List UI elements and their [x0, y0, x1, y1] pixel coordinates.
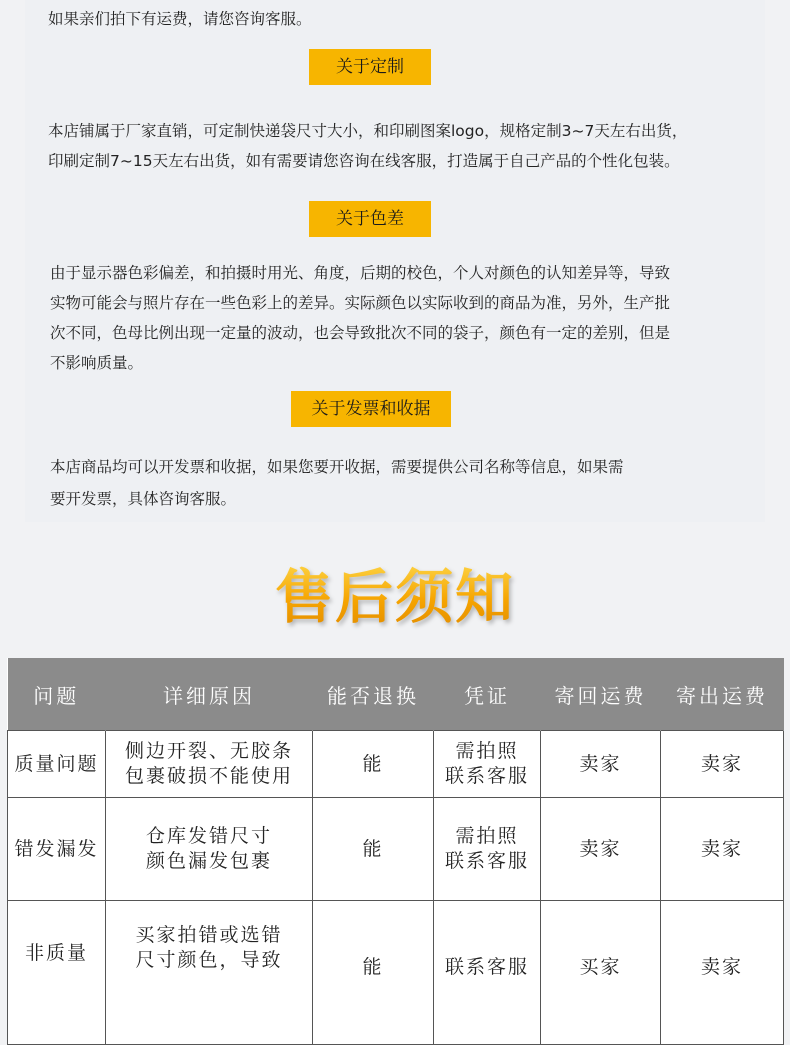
header-issue: 问题 [8, 658, 106, 731]
cell-returnable [313, 901, 434, 1045]
header-reason: 详细原因 [106, 658, 313, 731]
reason-line: 包裹破损不能使用 [124, 765, 293, 787]
reason-line: 尺寸颜色，导致 [135, 949, 283, 971]
header-return-fee: 寄回运费 [541, 658, 661, 731]
table-row [8, 731, 784, 798]
table-header-row [8, 658, 784, 731]
fee-line: 卖家 [700, 956, 743, 978]
cell-send-fee: 卖家 [661, 798, 784, 901]
custom-line-2: 印刷定制7~15天左右出货，如有需要请您咨询在线客服，打造属于自己产品的个性化包装。 [48, 152, 680, 170]
cell-proof [434, 798, 541, 901]
reason-line: 颜色漏发包裹 [145, 850, 272, 872]
color-tag: 关于色差 [309, 201, 431, 237]
cell-returnable: 能 [313, 731, 434, 798]
invoice-line-1: 本店商品均可以开发票和收据，如果您要开收据，需要提供公司名称等信息，如果需 [50, 458, 624, 476]
custom-tag: 关于定制 [309, 49, 431, 85]
cell-reason [106, 798, 313, 901]
reason-line: 侧边开裂、无胶条 [124, 740, 293, 762]
cell-issue: 质量问题 [8, 731, 106, 798]
header-proof: 凭证 [434, 658, 541, 731]
color-line-3: 次不同，色母比例出现一定量的波动，也会导致批次不同的袋子，颜色有一定的差别，但是 [50, 324, 671, 342]
table-row [8, 798, 784, 901]
cell-return-fee: 卖家 [541, 798, 661, 901]
cell-return-fee [541, 901, 661, 1045]
cell-proof [434, 731, 541, 798]
cell-issue: 错发漏发 [8, 798, 106, 901]
table-row [8, 901, 784, 1045]
cell-proof [434, 901, 541, 1045]
proof-line: 需拍照 [455, 825, 519, 847]
color-line-1: 由于显示器色彩偏差，和拍摄时用光、角度，后期的校色，个人对颜色的认知差异等，导致 [50, 264, 671, 282]
proof-line: 需拍照 [455, 740, 519, 762]
proof-line: 联系客服 [444, 850, 529, 872]
cell-send-fee: 卖家 [661, 731, 784, 798]
issue-line: 非质量 [24, 942, 88, 964]
header-send-fee: 寄出运费 [661, 658, 784, 731]
color-line-2: 实物可能会与照片存在一些色彩上的差异。实际颜色以实际收到的商品为准，另外，生产批 [50, 294, 671, 312]
cell-reason [106, 731, 313, 798]
color-line-4: 不影响质量。 [50, 354, 144, 372]
custom-line-1: 本店铺属于厂家直销，可定制快递袋尺寸大小，和印刷图案logo，规格定制3~7天左右出货， [48, 122, 688, 140]
reason-line: 仓库发错尺寸 [145, 825, 272, 847]
cell-return-fee: 卖家 [541, 731, 661, 798]
proof-line: 联系客服 [444, 956, 529, 978]
cell-issue [8, 901, 106, 1045]
cell-returnable: 能 [313, 798, 434, 901]
cell-send-fee [661, 901, 784, 1045]
after-sales-table [7, 658, 783, 1045]
proof-line: 联系客服 [444, 765, 529, 787]
after-sales-title: 售后须知 [0, 550, 790, 634]
invoice-tag: 关于发票和收据 [291, 391, 451, 427]
returnable-line: 能 [362, 956, 384, 978]
reason-line: 买家拍错或选错 [135, 924, 283, 946]
shipping-note: 如果亲们拍下有运费，请您咨询客服。 [48, 10, 312, 28]
invoice-line-2: 要开发票，具体咨询客服。 [50, 490, 237, 508]
fee-line: 买家 [579, 956, 622, 978]
header-returnable: 能否退换 [313, 658, 434, 731]
cell-reason [106, 901, 313, 1045]
